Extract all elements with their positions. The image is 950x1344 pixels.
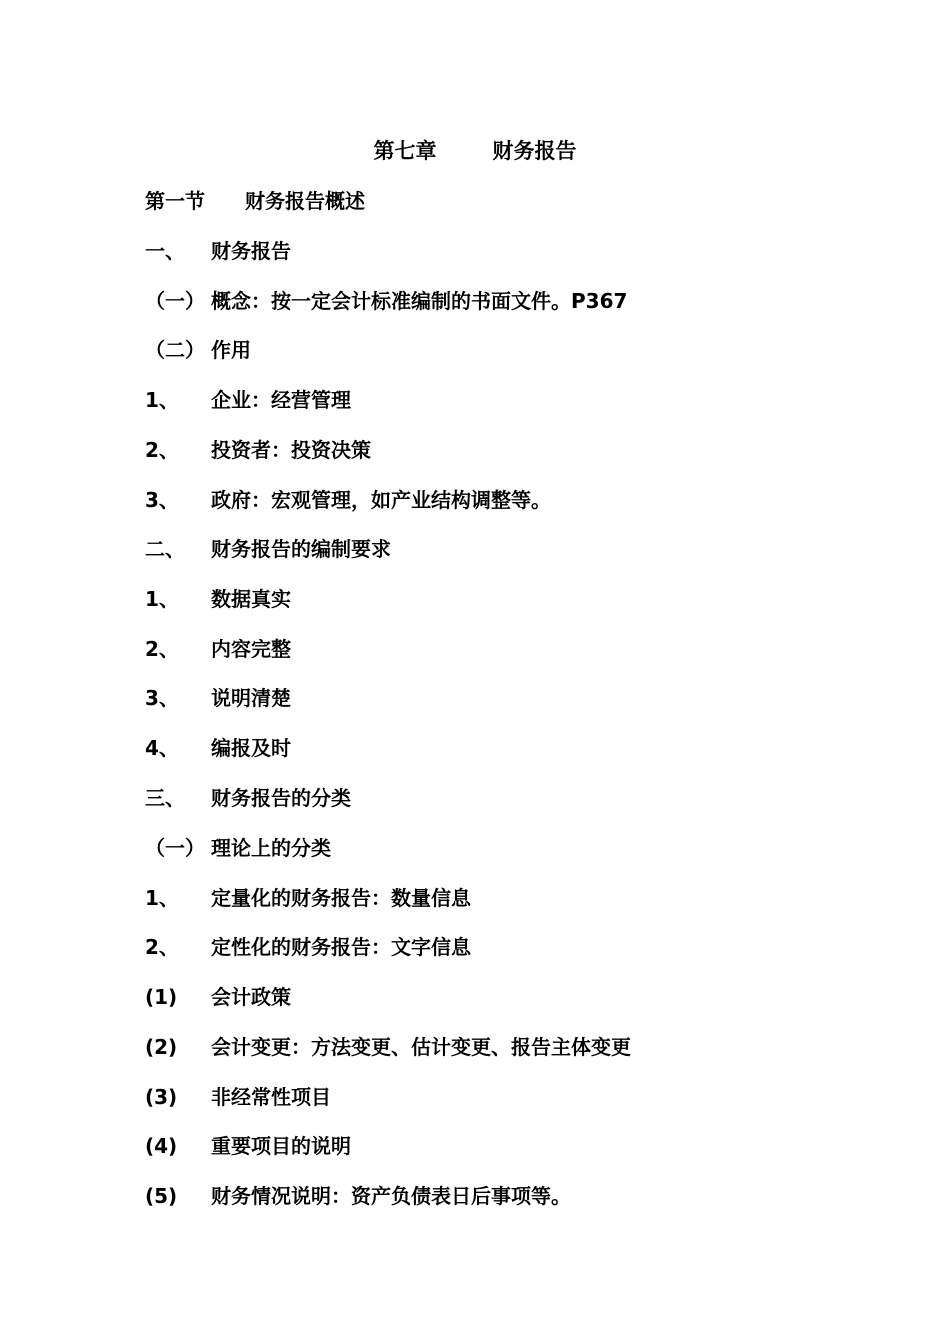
line-number: 2、 xyxy=(145,438,179,462)
line-number: (2) xyxy=(145,1035,178,1059)
line-text: 编报及时 xyxy=(211,736,291,760)
outline-item xyxy=(145,534,391,564)
outline-item xyxy=(145,236,291,266)
line-number: 3、 xyxy=(145,488,179,512)
outline-item xyxy=(145,1032,631,1062)
line-text: 作用 xyxy=(211,338,251,362)
outline-item xyxy=(145,385,351,415)
outline-item xyxy=(145,1181,571,1211)
line-text: 财务报告概述 xyxy=(245,189,365,213)
line-text: 财务情况说明：资产负债表日后事项等。 xyxy=(211,1184,571,1208)
line-number: 3、 xyxy=(145,686,179,710)
outline-item xyxy=(145,783,351,813)
chapter-number: 第七章 xyxy=(373,139,437,163)
outline-item xyxy=(145,1082,331,1112)
line-text: 重要项目的说明 xyxy=(211,1134,351,1158)
outline-item xyxy=(145,335,251,365)
line-number: (3) xyxy=(145,1085,178,1109)
outline-item xyxy=(145,435,371,465)
line-text: 内容完整 xyxy=(211,637,291,661)
line-text: 企业：经营管理 xyxy=(211,388,351,412)
line-text: 说明清楚 xyxy=(211,686,291,710)
line-text: 会计变更：方法变更、估计变更、报告主体变更 xyxy=(211,1035,631,1059)
line-number: 2、 xyxy=(145,637,179,661)
chapter-title xyxy=(0,136,950,166)
line-text: 概念：按一定会计标准编制的书面文件。P367 xyxy=(211,289,628,313)
line-number: 二、 xyxy=(145,537,185,561)
line-number: 4、 xyxy=(145,736,179,760)
line-text: 财务报告 xyxy=(211,239,291,263)
outline-item xyxy=(145,883,471,913)
chapter-name: 财务报告 xyxy=(492,139,577,163)
line-number: (4) xyxy=(145,1134,178,1158)
line-number: （一） xyxy=(145,289,205,313)
line-text: 定性化的财务报告：文字信息 xyxy=(211,935,471,959)
outline-item xyxy=(145,286,627,316)
line-number: (5) xyxy=(145,1184,178,1208)
line-text: 财务报告的分类 xyxy=(211,786,351,810)
section-heading xyxy=(145,186,365,216)
outline-item xyxy=(145,982,291,1012)
line-text: 会计政策 xyxy=(211,985,291,1009)
line-number: (1) xyxy=(145,985,178,1009)
line-number: 一、 xyxy=(145,239,185,263)
outline-item xyxy=(145,584,291,614)
line-number: 1、 xyxy=(145,886,179,910)
line-number: （二） xyxy=(145,338,205,362)
line-number: 1、 xyxy=(145,587,179,611)
line-text: 投资者：投资决策 xyxy=(211,438,371,462)
line-number: 三、 xyxy=(145,786,185,810)
line-number: 1、 xyxy=(145,388,179,412)
outline-item xyxy=(145,932,471,962)
line-number: 第一节 xyxy=(145,189,205,213)
line-text: 政府：宏观管理，如产业结构调整等。 xyxy=(211,488,551,512)
line-text: 非经常性项目 xyxy=(211,1085,331,1109)
outline-item xyxy=(145,1131,351,1161)
line-number: （一） xyxy=(145,836,205,860)
outline-item xyxy=(145,833,331,863)
line-number: 2、 xyxy=(145,935,179,959)
line-text: 理论上的分类 xyxy=(211,836,331,860)
line-text: 数据真实 xyxy=(211,587,291,611)
outline-item xyxy=(145,485,551,515)
outline-item xyxy=(145,634,291,664)
outline-item xyxy=(145,733,291,763)
line-text: 定量化的财务报告：数量信息 xyxy=(211,886,471,910)
outline-item xyxy=(145,683,291,713)
line-text: 财务报告的编制要求 xyxy=(211,537,391,561)
